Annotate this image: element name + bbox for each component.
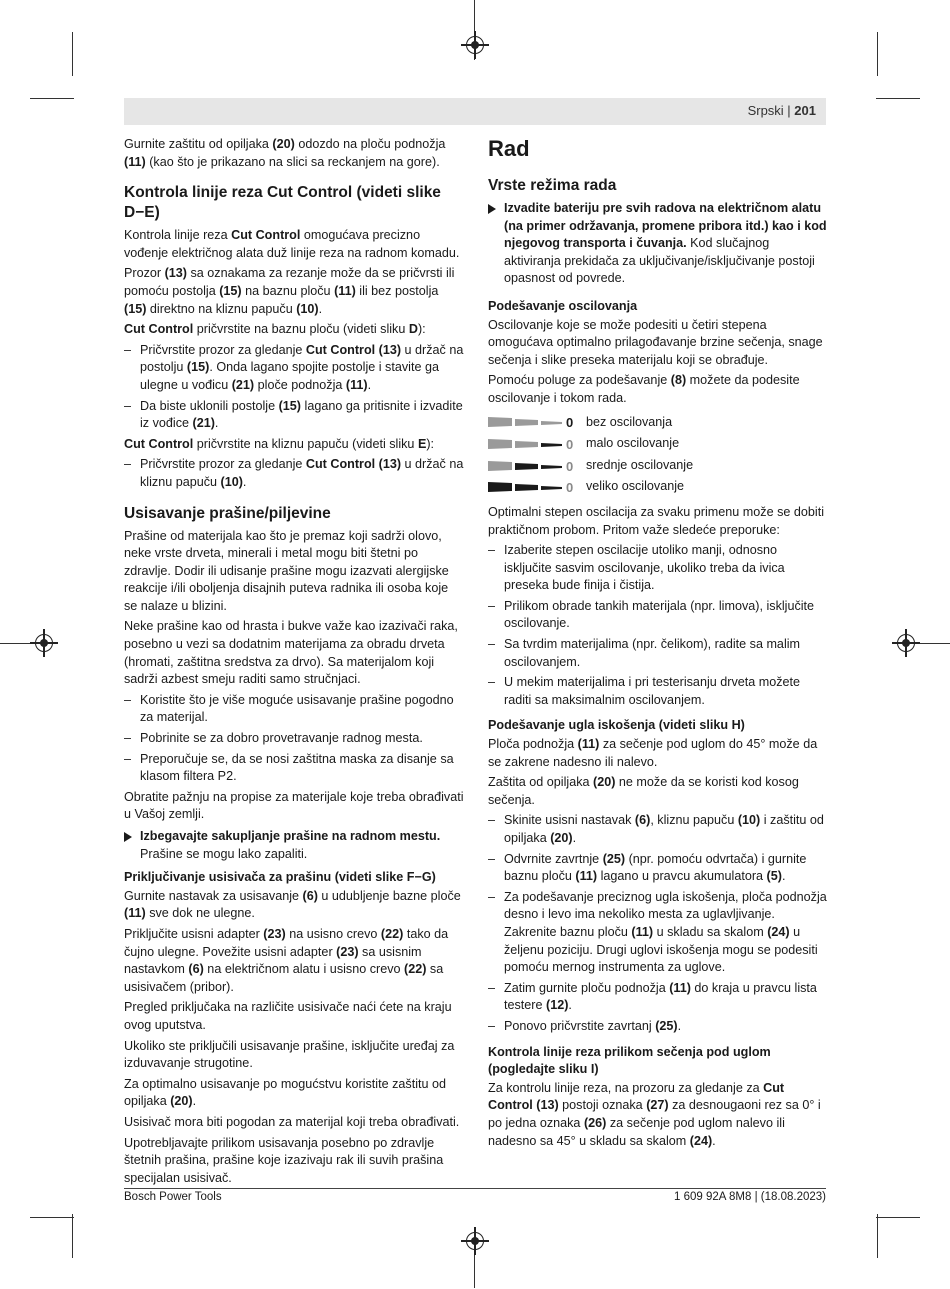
paragraph: Cut Control pričvrstite na baznu ploču (videti sliku D): [124,322,426,337]
oscillation-level-label: malo oscilovanje [586,436,680,451]
section-heading-dust: Usisavanje prašine/piljevine [124,504,331,522]
subheading-oscillation: Podešavanje oscilovanja [488,298,638,313]
list-item: – Pričvrstite prozor za gledanje Cut Control (13) u držač na kliznu papuču (10). [124,456,464,491]
oscillation-segment [488,417,512,427]
page-title: Rad [488,136,530,161]
paragraph: Kontrola linije reza Cut Control omogućava precizno vođenje električnog alata duž linije reza na radnom komadu. [124,228,460,260]
crop-mark [920,643,950,644]
subheading-bevel: Podešavanje ugla iskošenja (videti sliku H) [488,718,745,733]
list-item: – Pobrinite se za dobro provetravanje radnog mesta. [124,730,464,748]
oscillation-segment [541,486,562,490]
list-item: – Sa tvrdim materijalima (npr. čelikom), radite sa malim oscilovanjem. [488,636,828,671]
oscillation-levels [488,412,828,498]
oscillation-level-label: veliko oscilovanje [586,479,685,494]
oscillation-level-icon [488,437,576,451]
page-number: 201 [794,103,816,118]
oscillation-level-row [488,433,828,455]
arrow-right-icon [488,204,496,214]
oscillation-segment [515,441,538,448]
paragraph: Oscilovanje koje se može podesiti u četiri stepena omogućava optimalno prilagođavanje brzine sečenja, snage sečenja i slike preseka materijalu koji se obrađuje. [488,317,823,367]
list-item: – Izaberite stepen oscilacije utoliko manji, odnosno isključite sasvim oscilovanje, ukoliko treba da ivica preseka bude finija i čistija. [488,542,828,595]
paragraph: Zaštita od opiljaka (20) ne može da se koristi kod kosog sečenja. [488,775,799,807]
registration-mark-icon [35,634,53,652]
paragraph: Gurnite nastavak za usisavanje (6) u udubljenje bazne ploče (11) sve dok ne ulegne. [124,888,461,921]
oscillation-zero-mark: 0 [566,436,574,451]
list-item: – Prilikom obrade tankih materijala (npr. limova), isključite oscilovanje. [488,598,828,633]
left-column [124,136,464,1190]
oscillation-level-icon [488,480,576,494]
oscillation-segment [515,484,538,491]
oscillation-level-icon [488,415,576,429]
oscillation-zero-mark: 0 [566,458,574,473]
registration-mark-icon [466,36,484,54]
list-item: – U mekim materijalima i pri testerisanju drveta možete raditi sa maksimalnim oscilovanjem. [488,674,828,709]
oscillation-segment [541,443,562,447]
paragraph: Prozor (13) sa oznakama za rezanje može da se pričvrsti ili pomoću postolja (15) na baznu ploču (11) ili bez postolja (15) direktno na kliznu papuču (10). [124,266,455,316]
footer-brand: Bosch Power Tools [124,1191,222,1203]
oscillation-level-row [488,412,828,434]
oscillation-segment [488,482,512,492]
oscillation-level-row [488,455,828,477]
list-item: – Za podešavanje preciznog ugla iskošenja, ploča podnožja desno i levo ima nekoliko mesta za uglavljivanje. Zakrenite baznu ploču (11) u skladu sa skalom (24) u željenu poziciju. Drugi uglovi iskošenja mogu se podesiti pomoću mernog instrumenta za uglove. [488,889,828,977]
paragraph: Ploča podnožja (11) za sečenje pod uglom do 45° može da se zakrene nadesno ili nalevo. [488,737,818,769]
warning-item: Izvadite bateriju pre svih radova na električnom alatu (na primer održavanja, promene pribora itd.) kao i kod njegovog transporta i čuvanja. Kod slučajnog aktiviranja prekidača za uključivanje/isključivanje postoji opasnost od povrede. [488,200,828,288]
list-item: – Preporučuje se, da se nosi zaštitna maska za disanje sa klasom filtera P2. [124,751,464,786]
paragraph: Pomoću poluge za podešavanje (8) možete da podesite oscilovanje i tokom rada. [488,373,800,405]
registration-mark-icon [897,634,915,652]
oscillation-level-row [488,476,828,498]
footer-doc-id: 1 609 92A 8M8 | (18.08.2023) [674,1191,826,1203]
intro-paragraph: Gurnite zaštitu od opiljaka (20) odozdo na ploču podnožja (11) (kao što je prikazano na slici sa reckanjem na gore). [124,137,446,169]
paragraph: Prašine od materijala kao što je premaz koji sadrži olovo, neke vrste drveta, minerali i metal mogu biti štetni po zdravlje. Dodir ili udisanje prašine mogu izazvati alergijske reakcije i/ili oboljenja disajnih puteva radnika ili osoba koje se nalaze u blizini. [124,528,449,613]
paragraph: Priključite usisni adapter (23) na usisno crevo (22) tako da čujno ulegne. Povežite usisni adapter (23) sa usisnim nastavkom (6) na električnom alatu i usisno crevo (22) sa usisivačem (pribor). [124,926,449,994]
list-item: – Zatim gurnite ploču podnožja (11) do kraja u pravcu lista testere (12). [488,980,828,1015]
right-column [488,136,828,1153]
paragraph: Upotrebljavajte prilikom usisavanja posebno po zdravlje štetnih prašina, prašine koje izazivaju rak ili suvih prašina specijalan usisivač. [124,1135,444,1185]
crop-mark [876,1217,920,1218]
crop-mark [72,32,73,76]
subheading-angle-cut: Kontrola linije reza prilikom sečenja pod uglom (pogledajte sliku I) [488,1044,771,1077]
paragraph: Za kontrolu linije reza, na prozoru za gledanje za Cut Control (13) postoji oznaka (27) za desnougaoni rez sa 0° i po jedna oznaka (26) za sečenje pod uglom nalevo ili nadesno sa 45° u skladu sa skalom (24). [488,1080,821,1148]
crop-mark [0,643,30,644]
crop-mark [877,1214,878,1258]
crop-mark [30,1217,74,1218]
registration-mark-icon [466,1232,484,1250]
crop-mark [877,32,878,76]
oscillation-segment [541,421,562,425]
list-item: – Koristite što je više moguće usisavanje prašine pogodno za materijal. [124,692,464,727]
list-item: – Pričvrstite prozor za gledanje Cut Control (13) u držač na postolju (15). Onda lagano spojite postolje i stavite ga ulegne u vođicu (21) ploče podnožja (11). [124,342,464,395]
section-heading-modes: Vrste režima rada [488,177,617,194]
list-item: – Odvrnite zavrtnje (25) (npr. pomoću odvrtača) i gurnite baznu ploču (11) lagano u pravcu akumulatora (5). [488,851,828,886]
crop-mark [30,98,74,99]
paragraph: Usisivač mora biti pogodan za materijal koji treba obrađivati. [124,1114,460,1129]
crop-mark [876,98,920,99]
oscillation-zero-mark: 0 [566,480,574,495]
list-item: – Da biste uklonili postolje (15) lagano ga pritisnite i izvadite iz vođice (21). [124,398,464,433]
footer-rule [124,1188,826,1189]
paragraph: Za optimalno usisavanje po mogućstvu koristite zaštitu od opiljaka (20). [124,1076,447,1109]
paragraph: Cut Control pričvrstite na kliznu papuču (videti sliku E): [124,436,435,451]
paragraph: Obratite pažnju na propise za materijale koje treba obrađivati u Vašoj zemlji. [124,789,464,822]
page-header: Srpski | 201 [124,98,826,125]
oscillation-segment [488,439,512,449]
crop-mark [72,1214,73,1258]
paragraph: Neke prašine kao od hrasta i bukve važe kao izazivači raka, posebno u vezi sa dodatnim materijama za obradu drveta (hromati, zaštitna sredstva za drvo). Sa materijalom koji sadrži azbest smeju raditi samo stručnjaci. [124,619,458,687]
arrow-right-icon [124,832,132,842]
oscillation-segment [488,461,512,471]
oscillation-segment [515,463,538,470]
paragraph: Pregled priključaka na različite usisivače naći ćete na kraju ovog uputstva. [124,1000,452,1032]
header-language: Srpski [747,103,784,118]
list-item: – Skinite usisni nastavak (6), kliznu papuču (10) i zaštitu od opiljaka (20). [488,812,828,847]
subheading-vacuum: Priključivanje usisivača za prašinu (videti slike F−G) [124,870,436,885]
warning-item: Izbegavajte sakupljanje prašine na radnom mestu. Prašine se mogu lako zapaliti. [124,828,464,863]
paragraph: Ukoliko ste priključili usisavanje prašine, isključite uređaj za izduvavanje strugotine. [124,1038,455,1071]
list-item: – Ponovo pričvrstite zavrtanj (25). [488,1018,828,1036]
oscillation-segment [541,465,562,469]
oscillation-level-icon [488,459,576,473]
oscillation-segment [515,419,538,426]
oscillation-level-label: srednje oscilovanje [586,457,694,472]
paragraph: Optimalni stepen oscilacija za svaku primenu može se dobiti praktičnom probom. Pritom važe sledeće preporuke: [488,504,824,537]
oscillation-level-label: bez oscilovanja [586,414,673,429]
oscillation-zero-mark: 0 [566,415,574,430]
section-heading-cut-control: Kontrola linije reza Cut Control (videti slike D−E) [124,184,441,222]
